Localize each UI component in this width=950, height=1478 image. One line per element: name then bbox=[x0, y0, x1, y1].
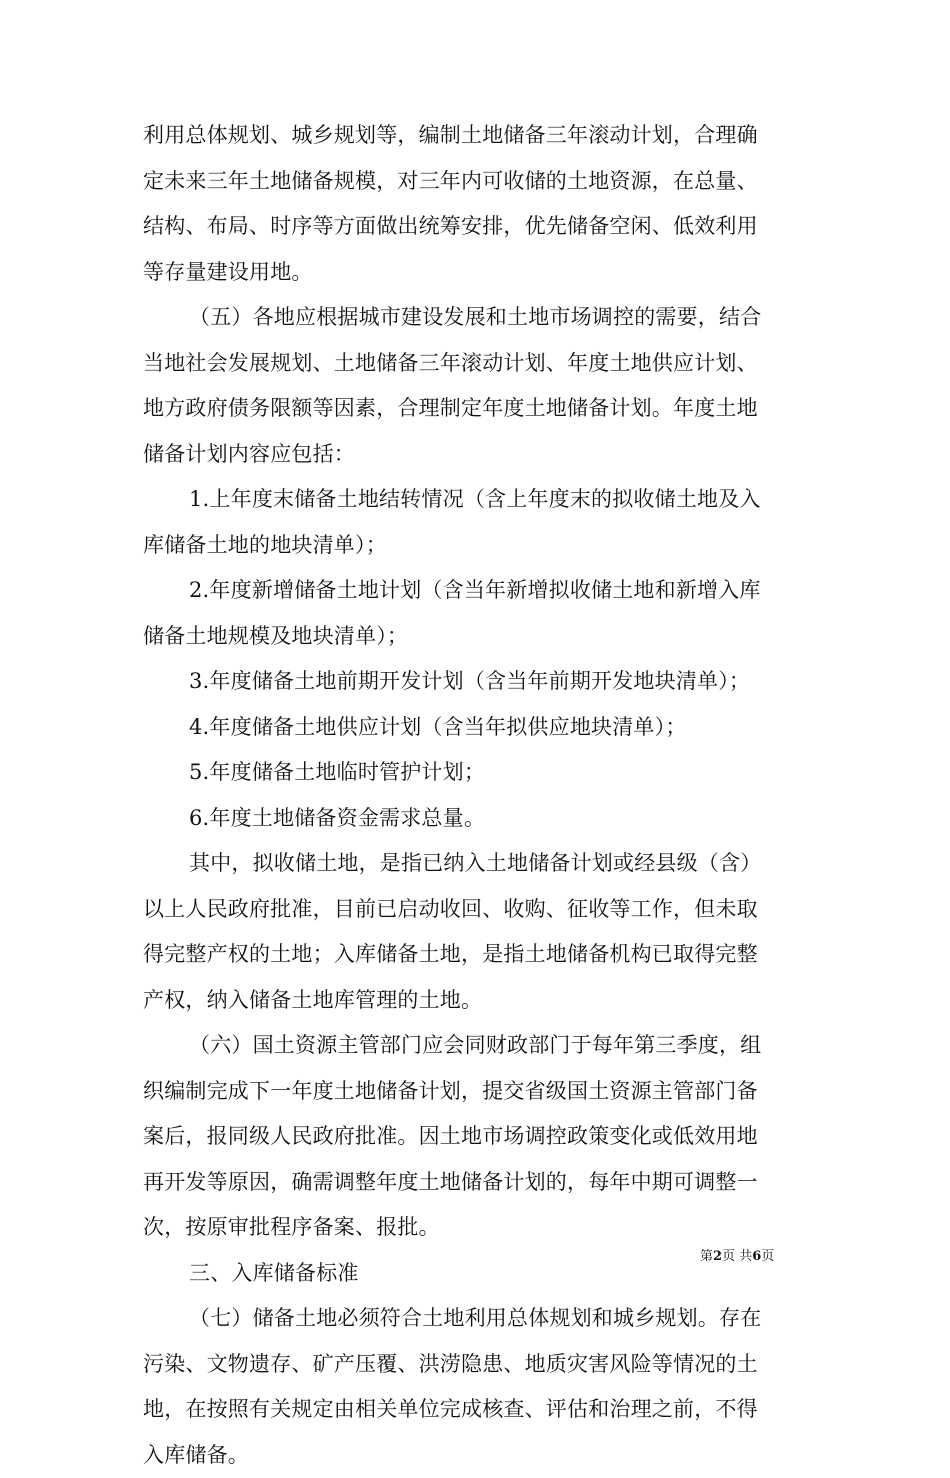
list-item: 3.年度储备土地前期开发计划（含当年前期开发地块清单）； bbox=[143, 659, 808, 705]
text-line: 利用总体规划、城乡规划等，编制土地储备三年滚动计划，合理确 bbox=[143, 113, 808, 159]
text-line: 储备计划内容应包括： bbox=[143, 432, 808, 478]
list-item: 2.年度新增储备土地计划（含当年新增拟收储土地和新增入库 bbox=[143, 568, 808, 614]
text-line: 织编制完成下一年度土地储备计划，提交省级国土资源主管部门备 bbox=[143, 1069, 808, 1115]
text-line: 产权，纳入储备土地库管理的土地。 bbox=[143, 978, 808, 1024]
text-line: 以上人民政府批准，目前已启动收回、收购、征收等工作，但未取 bbox=[143, 887, 808, 933]
text-line: （七）储备土地必须符合土地利用总体规划和城乡规划。存在 bbox=[143, 1296, 808, 1342]
list-item: 6.年度土地储备资金需求总量。 bbox=[143, 796, 808, 842]
text-line: 得完整产权的土地；入库储备土地，是指土地储备机构已取得完整 bbox=[143, 932, 808, 978]
list-item: 5.年度储备土地临时管护计划； bbox=[143, 750, 808, 796]
text-line: 地，在按照有关规定由相关单位完成核查、评估和治理之前，不得 bbox=[143, 1387, 808, 1433]
page-number: 2 bbox=[713, 1249, 722, 1264]
list-item: 4.年度储备土地供应计划（含当年拟供应地块清单）； bbox=[143, 705, 808, 751]
total-pages: 6 bbox=[752, 1249, 761, 1264]
text-line: 结构、布局、时序等方面做出统筹安排，优先储备空闲、低效利用 bbox=[143, 204, 808, 250]
text-line: 污染、文物遗存、矿产压覆、洪涝隐患、地质灾害风险等情况的土 bbox=[143, 1342, 808, 1388]
document-body bbox=[143, 113, 808, 1478]
text-line: 等存量建设用地。 bbox=[143, 250, 808, 296]
footer-prefix: 第 bbox=[700, 1249, 713, 1264]
section-heading: 三、入库储备标准 bbox=[143, 1251, 808, 1297]
list-item: 1.上年度末储备土地结转情况（含上年度末的拟收储土地及入 bbox=[143, 477, 808, 523]
text-line: 再开发等原因，确需调整年度土地储备计划的，每年中期可调整一 bbox=[143, 1160, 808, 1206]
text-line: 案后，报同级人民政府批准。因土地市场调控政策变化或低效用地 bbox=[143, 1114, 808, 1160]
text-line: 库储备土地的地块清单）； bbox=[143, 523, 808, 569]
text-line: 当地社会发展规划、土地储备三年滚动计划、年度土地供应计划、 bbox=[143, 341, 808, 387]
text-line: 其中，拟收储土地，是指已纳入土地储备计划或经县级（含） bbox=[143, 841, 808, 887]
text-line: 储备土地规模及地块清单）； bbox=[143, 614, 808, 660]
text-line: 次，按原审批程序备案、报批。 bbox=[143, 1205, 808, 1251]
footer-middle: 页 共 bbox=[722, 1249, 752, 1264]
text-line: 定未来三年土地储备规模，对三年内可收储的土地资源，在总量、 bbox=[143, 159, 808, 205]
text-line: （五）各地应根据城市建设发展和土地市场调控的需要，结合 bbox=[143, 295, 808, 341]
text-line: 入库储备。 bbox=[143, 1433, 808, 1478]
footer-suffix: 页 bbox=[761, 1249, 774, 1264]
text-line: （六）国土资源主管部门应会同财政部门于每年第三季度，组 bbox=[143, 1023, 808, 1069]
text-line: 地方政府债务限额等因素，合理制定年度土地储备计划。年度土地 bbox=[143, 386, 808, 432]
page-footer bbox=[700, 1249, 774, 1265]
